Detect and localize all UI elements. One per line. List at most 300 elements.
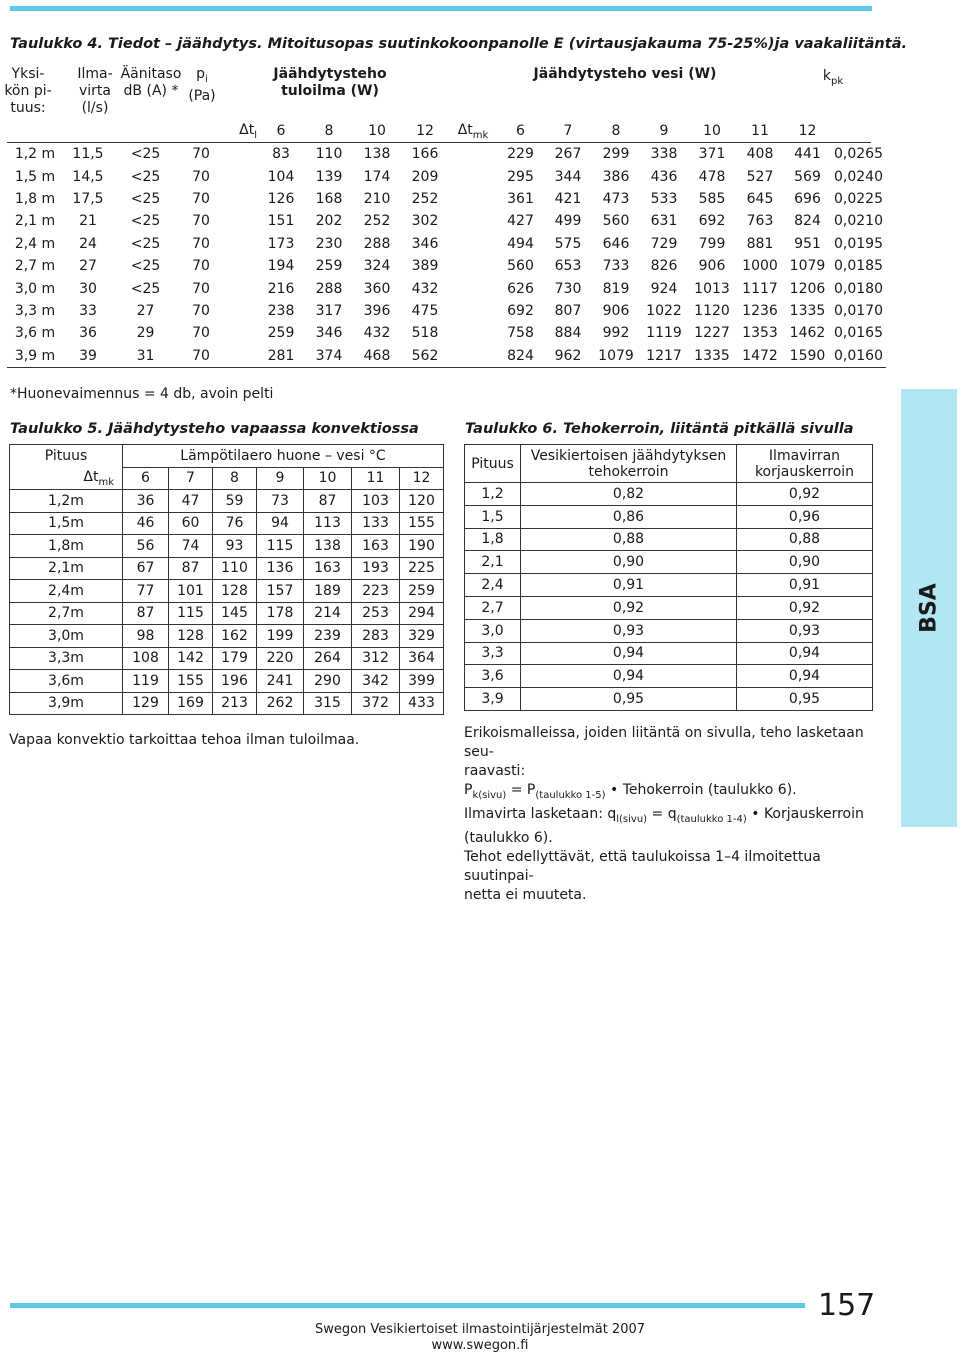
footer-url: www.swegon.fi [431, 1338, 529, 1353]
kpk-cell: 0,0240 [834, 168, 883, 185]
pressure-cell: 70 [192, 325, 210, 342]
kpk-cell: 0,0225 [834, 190, 883, 207]
value-cell: 87 [304, 490, 352, 513]
air-cooling-cell: 210 [363, 190, 391, 207]
pressure-cell: 70 [192, 280, 210, 297]
table6-header-factor [521, 445, 737, 483]
formula-airflow: Ilmavirta lasketaan: $q_{l(sivu)} = q_{(taulukko 1-4)}$ • Korjauskerroin [464, 805, 864, 825]
spacer-cell [224, 300, 257, 322]
table-row [10, 490, 444, 513]
header-text: (l/s) [81, 100, 109, 116]
table-row [7, 165, 886, 187]
water-cooling-cell: 646 [602, 235, 630, 252]
water-cooling-cell: 338 [650, 146, 678, 163]
value-cell: 155 [169, 670, 213, 693]
water-cooling-cell: 924 [650, 280, 678, 297]
sound-cell: <25 [130, 168, 161, 185]
air-cooling-cell: 562 [401, 345, 449, 368]
spacer-cell [224, 143, 257, 165]
water-cooling-cell: 653 [554, 258, 582, 275]
delta-tl-label: $\Delta t_l$ [239, 121, 257, 141]
header-text: kön pi- [4, 83, 52, 99]
formula-power: $P_{k(sivu)} = P_{(taulukko 1-5)}$ • Tehokerroin (taulukko 6). [464, 782, 797, 801]
factor-cell: 0,94 [521, 642, 737, 665]
spacer-cell [224, 345, 257, 368]
air-cooling-cell: 389 [411, 258, 439, 275]
table-row [10, 512, 444, 535]
length-cell: 3,9 [465, 688, 521, 711]
value-cell: 329 [400, 625, 444, 648]
pressure-cell: 70 [192, 146, 210, 163]
table4-header-rule [7, 142, 871, 143]
air-cooling-cell: 288 [363, 235, 391, 252]
kpk-cell: 0,0160 [831, 345, 886, 368]
factor-cell: 0,82 [521, 483, 737, 506]
header-text: Ilmavirran [768, 447, 841, 464]
length-cell: 2,7 [465, 596, 521, 619]
header-text: k [822, 68, 831, 84]
table4-header-air-cooling [230, 66, 430, 100]
empty-cell [63, 119, 113, 143]
water-cooling-cell: 585 [698, 190, 726, 207]
value-cell: 433 [400, 692, 444, 715]
table-row [465, 665, 873, 688]
value-cell: 108 [123, 647, 169, 670]
value-cell: 87 [123, 602, 169, 625]
table4-header-water-cooling: Jäähdytysteho vesi (W) [533, 66, 717, 82]
kpk-cell: 0,0180 [834, 280, 883, 297]
airflow-factor-cell: 0,92 [737, 596, 873, 619]
text-line: Tehot edellyttävät, että taulukoissa 1–4 ilmoitettua suutinpai- [464, 848, 821, 884]
value-cell: 145 [213, 602, 257, 625]
value-cell: 262 [257, 692, 304, 715]
pressure-cell: 70 [192, 258, 210, 275]
text-line: netta ei muuteta. [464, 886, 587, 903]
water-cooling-cell: 494 [507, 235, 534, 252]
air-cooling-cell: 396 [363, 302, 391, 319]
water-cooling-cell: 729 [650, 235, 678, 252]
water-cooling-cell: 884 [554, 325, 582, 342]
water-cooling-cell: 730 [554, 280, 582, 297]
value-cell: 294 [400, 602, 444, 625]
factor-cell: 0,93 [521, 619, 737, 642]
water-cooling-cell: 696 [794, 190, 821, 207]
value-cell: 162 [213, 625, 257, 648]
table-row [7, 345, 886, 368]
air-cooling-cell: 317 [315, 302, 343, 319]
value-cell: 36 [123, 490, 169, 513]
length-cell: 1,8m [10, 535, 123, 558]
air-cooling-cell: 346 [315, 325, 343, 342]
air-cooling-cell: 468 [353, 345, 401, 368]
value-cell: 46 [123, 512, 169, 535]
water-cooling-cell: 1217 [640, 345, 688, 368]
spacer-cell [449, 165, 497, 187]
spacer-cell [449, 345, 497, 368]
table-row [10, 602, 444, 625]
table-row [465, 528, 873, 551]
value-cell: 93 [213, 535, 257, 558]
value-cell: 157 [257, 580, 304, 603]
water-cooling-cell: 344 [554, 168, 582, 185]
temp-header-cell: 6 [123, 467, 169, 490]
length-cell: 3,9m [10, 692, 123, 715]
water-cooling-cell: 527 [746, 168, 774, 185]
water-cooling-cell: 229 [507, 146, 534, 163]
factor-cell: 0,88 [521, 528, 737, 551]
flow-cell: 14,5 [72, 168, 104, 185]
water-cooling-cell: 436 [650, 168, 678, 185]
spacer-cell [449, 322, 497, 344]
bottom-accent-bar [10, 1303, 805, 1308]
header-text: tuus: [10, 100, 46, 116]
table4-header-length [4, 66, 52, 117]
flow-cell: 36 [79, 325, 97, 342]
value-cell: 220 [257, 647, 304, 670]
header-text: Äänitaso [120, 66, 182, 82]
spacer-cell [449, 233, 497, 255]
length-cell: 3,3 m [14, 302, 56, 319]
water-cooling-cell: 1013 [694, 280, 730, 297]
water-cooling-cell: 478 [698, 168, 726, 185]
value-cell: 189 [304, 580, 352, 603]
table-row [7, 255, 886, 277]
air-cooling-cell: 166 [411, 146, 439, 163]
value-cell: 372 [352, 692, 400, 715]
length-cell: 3,0m [10, 625, 123, 648]
value-cell: 119 [123, 670, 169, 693]
value-cell: 94 [257, 512, 304, 535]
header-text: Jäähdytysteho [273, 66, 387, 82]
water-cooling-cell: 733 [602, 258, 630, 275]
pressure-cell: 70 [192, 190, 210, 207]
airflow-factor-cell: 0,92 [737, 483, 873, 506]
air-temp-header: 10 [368, 123, 386, 139]
air-cooling-cell: 252 [411, 190, 439, 207]
water-temp-header: 9 [659, 123, 669, 139]
water-cooling-cell: 906 [698, 258, 726, 275]
length-cell: 1,5 [465, 505, 521, 528]
airflow-factor-cell: 0,94 [737, 642, 873, 665]
header-text: Ilma- [77, 66, 113, 82]
length-cell: 1,2 m [14, 146, 56, 163]
spacer-cell [224, 188, 257, 210]
air-cooling-cell: 374 [305, 345, 353, 368]
water-cooling-cell: 826 [650, 258, 678, 275]
air-temp-header: 6 [276, 123, 286, 139]
water-cooling-cell: 569 [794, 168, 821, 185]
length-cell: 3,6 m [14, 325, 56, 342]
table6-header-length: Pituus [465, 445, 521, 483]
sound-cell: <25 [130, 235, 161, 252]
air-cooling-cell: 209 [411, 168, 439, 185]
table-row [7, 322, 886, 344]
value-cell: 115 [169, 602, 213, 625]
value-cell: 138 [304, 535, 352, 558]
air-cooling-cell: 104 [267, 168, 295, 185]
header-sub: i [205, 73, 208, 85]
table5-header-length: Pituus [10, 445, 123, 468]
factor-cell: 0,86 [521, 505, 737, 528]
length-cell: 1,5m [10, 512, 123, 535]
kpk-cell: 0,0210 [834, 213, 883, 230]
value-cell: 103 [352, 490, 400, 513]
water-cooling-cell: 371 [698, 146, 726, 163]
header-text: virta [79, 83, 111, 99]
value-cell: 136 [257, 557, 304, 580]
header-text: Yksi- [11, 66, 45, 82]
value-cell: 101 [169, 580, 213, 603]
air-cooling-cell: 432 [363, 325, 391, 342]
airflow-factor-cell: 0,90 [737, 551, 873, 574]
air-cooling-cell: 139 [315, 168, 343, 185]
water-cooling-cell: 1000 [742, 258, 778, 275]
value-cell: 196 [213, 670, 257, 693]
header-text: Vesikiertoisen jäähdytyksen [530, 447, 727, 464]
airflow-factor-cell: 0,95 [737, 688, 873, 711]
value-cell: 190 [400, 535, 444, 558]
temp-header-cell: 11 [352, 467, 400, 490]
pressure-cell: 70 [192, 168, 210, 185]
value-cell: 113 [304, 512, 352, 535]
factor-cell: 0,94 [521, 665, 737, 688]
water-cooling-cell: 295 [507, 168, 534, 185]
value-cell: 77 [123, 580, 169, 603]
water-cooling-cell: 763 [746, 213, 774, 230]
spacer-cell [449, 300, 497, 322]
page-number: 157 [818, 1288, 876, 1323]
water-cooling-cell: 807 [554, 302, 582, 319]
water-cooling-cell: 1119 [646, 325, 682, 342]
side-tab-label: BSA [916, 583, 942, 633]
header-text: korjauskerroin [754, 463, 855, 480]
water-cooling-cell: 473 [602, 190, 630, 207]
air-cooling-cell: 259 [267, 325, 295, 342]
airflow-factor-cell: 0,96 [737, 505, 873, 528]
water-cooling-cell: 533 [650, 190, 678, 207]
temp-header-cell: 8 [213, 467, 257, 490]
sound-cell: <25 [130, 190, 161, 207]
table5-temp-row [10, 467, 444, 490]
side-connection-text [464, 724, 874, 905]
length-cell: 2,7 m [14, 258, 56, 275]
sound-cell: <25 [130, 213, 161, 230]
value-cell: 87 [169, 557, 213, 580]
table-row [465, 688, 873, 711]
water-cooling-cell: 560 [507, 258, 534, 275]
air-cooling-cell: 252 [363, 213, 391, 230]
value-cell: 264 [304, 647, 352, 670]
header-text: (Pa) [188, 87, 216, 104]
length-cell: 3,3 [465, 642, 521, 665]
value-cell: 133 [352, 512, 400, 535]
value-cell: 59 [213, 490, 257, 513]
value-cell: 225 [400, 557, 444, 580]
spacer-cell [449, 143, 497, 165]
text-line: raavasti: [464, 763, 526, 779]
sound-cell: 27 [136, 302, 155, 319]
air-cooling-cell: 432 [411, 280, 439, 297]
water-cooling-cell: 906 [602, 302, 630, 319]
value-cell: 199 [257, 625, 304, 648]
temp-header-cell: 12 [400, 467, 444, 490]
kpk-cell: 0,0170 [834, 302, 883, 319]
water-cooling-cell: 992 [602, 325, 630, 342]
water-cooling-cell: 386 [602, 168, 630, 185]
length-cell: 3,6m [10, 670, 123, 693]
length-cell: 2,1 [465, 551, 521, 574]
water-cooling-cell: 692 [507, 302, 534, 319]
table5-caption: Taulukko 5. Jäähdytysteho vapaassa konvektiossa [10, 421, 419, 437]
empty-cell [178, 119, 224, 143]
value-cell: 290 [304, 670, 352, 693]
value-cell: 223 [352, 580, 400, 603]
factor-cell: 0,92 [521, 596, 737, 619]
value-cell: 155 [400, 512, 444, 535]
air-cooling-cell: 202 [315, 213, 343, 230]
sound-cell: <25 [130, 280, 161, 297]
water-cooling-cell: 1335 [789, 302, 826, 319]
water-cooling-cell: 575 [554, 235, 582, 252]
header-text: tehokerroin [588, 463, 669, 480]
spacer-cell [449, 210, 497, 232]
table-row [465, 505, 873, 528]
spacer-cell [449, 255, 497, 277]
air-cooling-cell: 168 [315, 190, 343, 207]
value-cell: 98 [123, 625, 169, 648]
kpk-cell: 0,0265 [834, 146, 883, 163]
flow-cell: 27 [79, 258, 97, 275]
value-cell: 67 [123, 557, 169, 580]
value-cell: 193 [352, 557, 400, 580]
water-temp-header: 12 [798, 123, 817, 139]
length-cell: 2,1m [10, 557, 123, 580]
airflow-factor-cell: 0,91 [737, 574, 873, 597]
value-cell: 163 [352, 535, 400, 558]
water-cooling-cell: 361 [507, 190, 534, 207]
flow-cell: 11,5 [72, 146, 104, 163]
water-temp-header: 8 [611, 123, 621, 139]
water-cooling-cell: 441 [794, 146, 821, 163]
pressure-cell: 70 [178, 345, 224, 368]
water-cooling-cell: 1227 [694, 325, 730, 342]
pressure-cell: 70 [192, 302, 210, 319]
table-row [10, 647, 444, 670]
value-cell: 241 [257, 670, 304, 693]
length-cell: 3,3m [10, 647, 123, 670]
sound-cell: 29 [136, 325, 155, 342]
table-row [7, 277, 886, 299]
spacer-cell [224, 165, 257, 187]
water-cooling-cell: 951 [794, 235, 821, 252]
spacer-cell [224, 277, 257, 299]
table4-header-pressure [183, 66, 221, 105]
pressure-cell: 70 [192, 213, 210, 230]
kpk-cell: 0,0185 [834, 258, 883, 275]
table-row [10, 580, 444, 603]
value-cell: 253 [352, 602, 400, 625]
factor-cell: 0,91 [521, 574, 737, 597]
air-temp-header: 12 [416, 123, 434, 139]
flow-cell: 33 [79, 302, 97, 319]
water-cooling-cell: 631 [650, 213, 678, 230]
water-cooling-cell: 267 [554, 146, 582, 163]
water-cooling-cell: 421 [554, 190, 582, 207]
header-text: p [196, 66, 206, 82]
water-cooling-cell: 1079 [592, 345, 640, 368]
water-cooling-cell: 560 [602, 213, 630, 230]
air-temp-header: 8 [324, 123, 334, 139]
air-cooling-cell: 259 [315, 258, 343, 275]
table-row [7, 188, 886, 210]
delta-tmk-label: $\Delta t_{mk}$ [457, 121, 489, 141]
header-text: tuloilma (W) [281, 83, 379, 99]
spacer-cell [449, 188, 497, 210]
air-cooling-cell: 475 [411, 302, 439, 319]
table-row [10, 535, 444, 558]
airflow-factor-cell: 0,93 [737, 619, 873, 642]
length-cell: 2,1 m [14, 213, 56, 230]
value-cell: 60 [169, 512, 213, 535]
spacer-cell [224, 210, 257, 232]
water-cooling-cell: 499 [554, 213, 582, 230]
air-cooling-cell: 230 [315, 235, 343, 252]
water-cooling-cell: 1353 [742, 325, 778, 342]
flow-cell: 21 [79, 213, 97, 230]
air-cooling-cell: 216 [267, 280, 295, 297]
table5-note: Vapaa konvektio tarkoittaa tehoa ilman tuloilmaa. [9, 732, 360, 748]
flow-cell: 24 [79, 235, 97, 252]
value-cell: 342 [352, 670, 400, 693]
table6-header-row [465, 445, 873, 483]
factor-cell: 0,95 [521, 688, 737, 711]
water-cooling-cell: 1236 [742, 302, 778, 319]
water-cooling-cell: 1120 [694, 302, 730, 319]
table6-caption: Taulukko 6. Tehokerroin, liitäntä pitkällä sivulla [465, 421, 854, 437]
value-cell: 142 [169, 647, 213, 670]
value-cell: 315 [304, 692, 352, 715]
value-cell: 214 [304, 602, 352, 625]
value-cell: 110 [213, 557, 257, 580]
length-cell: 1,2 [465, 483, 521, 506]
table5-header-row [10, 445, 444, 468]
water-cooling-cell: 1590 [784, 345, 831, 368]
value-cell: 312 [352, 647, 400, 670]
flow-cell: 17,5 [72, 190, 104, 207]
length-cell: 2,4 m [14, 235, 56, 252]
temp-header-cell: 7 [169, 467, 213, 490]
water-cooling-cell: 758 [507, 325, 534, 342]
text-line: (taulukko 6). [464, 829, 553, 846]
footer-company: Swegon Vesikiertoiset ilmastointijärjestelmät 2007 [314, 1322, 646, 1337]
table-row [465, 642, 873, 665]
airflow-factor-cell: 0,88 [737, 528, 873, 551]
value-cell: 169 [169, 692, 213, 715]
empty-cell [831, 119, 886, 143]
sound-cell: <25 [130, 146, 161, 163]
header-sub: pk [830, 75, 844, 87]
table5-delta-label: $\Delta t_{mk}$ [10, 467, 123, 490]
airflow-factor-cell: 0,94 [737, 665, 873, 688]
table-row [465, 574, 873, 597]
air-cooling-cell: 138 [363, 146, 391, 163]
air-cooling-cell: 360 [363, 280, 391, 297]
water-cooling-cell: 299 [602, 146, 630, 163]
length-cell: 3,6 [465, 665, 521, 688]
table-row [7, 233, 886, 255]
value-cell: 120 [400, 490, 444, 513]
value-cell: 178 [257, 602, 304, 625]
